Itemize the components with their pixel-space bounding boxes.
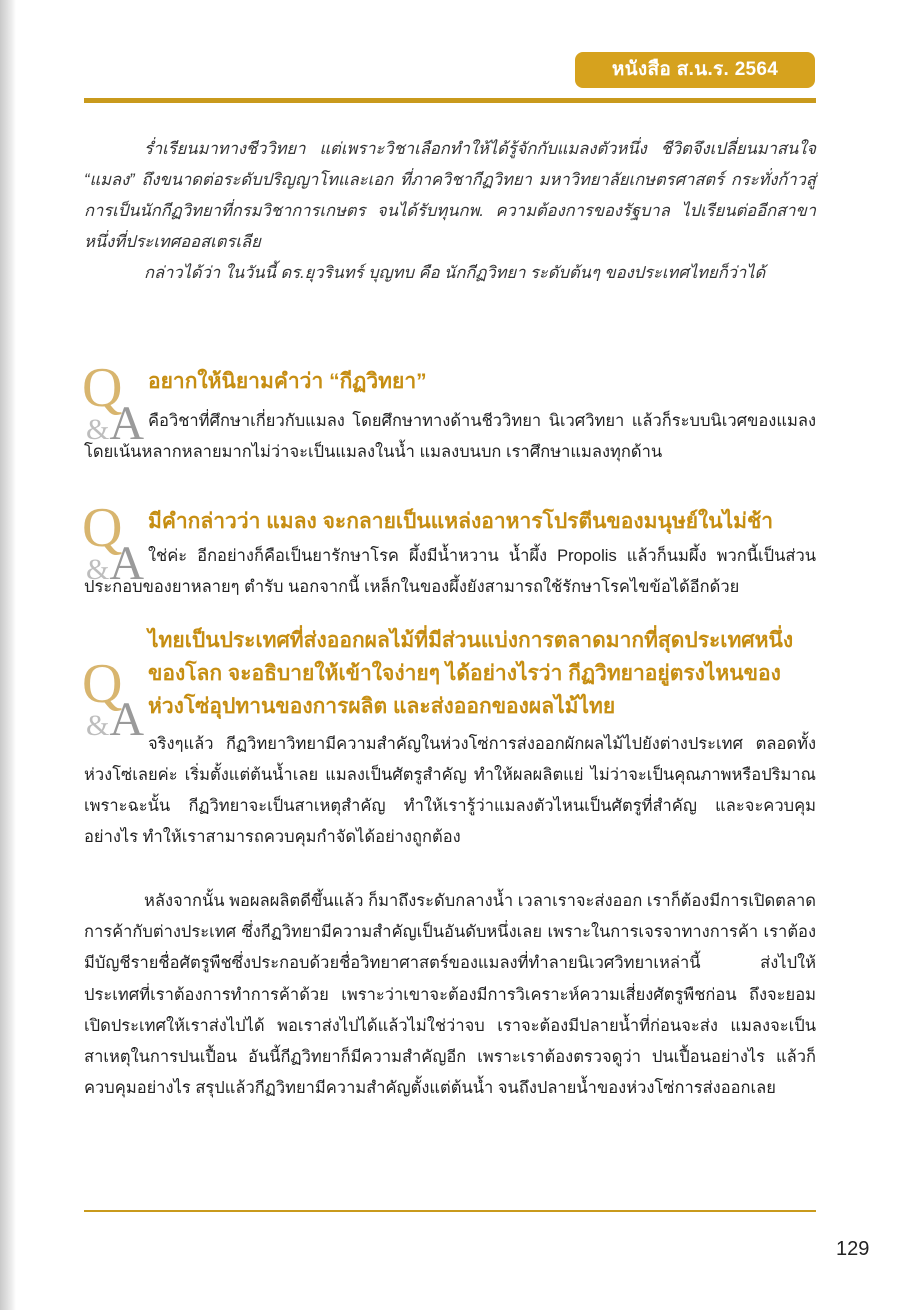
qa-answer-3: จริงๆแล้ว กีฏวิทยาวิทยามีความสำคัญในห่วงโซ่การส่งออกผักผลไม้ไปยังต่างประเทศ ตลอดทั้งห่วงโซ่เลยค่ะ เริ่มตั้งแต่ต้นน้ำเลย แมลงเป็นศัตรูสำคัญ ทำให้ผลผลิตแย่ ไม่ว่าจะเป็นคุณภาพหรือปริมาณ เพราะฉะนั้น กีฏวิทยาจะเป็นสาเหตุสำคัญ ทำให้เรารู้ว่าแมลงตัวไหนเป็นศัตรูที่สำคัญ และจะควบคุมอย่างไร ทำให้เราสามารถควบคุมกำจัดได้อย่างถูกต้อง bbox=[84, 735, 816, 846]
qa-block-3 bbox=[84, 624, 816, 853]
intro-paragraph-2: กล่าวได้ว่า ในวันนี้ ดร.ยุวรินทร์ บุญทบ คือ นักกีฏวิทยา ระดับต้นๆ ของประเทศไทยก็ว่าได้ bbox=[144, 264, 766, 282]
qa-question-3: ไทยเป็นประเทศที่ส่งออกผลไม้ที่มีส่วนแบ่งการตลาดมากที่สุดประเทศหนึ่งของโลก จะอธิบายให้เข้าใจง่ายๆ ได้อย่างไรว่า กีฏวิทยาอยู่ตรงไหนของห่วงโซ่อุปทานของการผลิต และส่งออกของผลไม้ไทย bbox=[148, 629, 794, 718]
book-spine-shadow bbox=[0, 0, 16, 1310]
page-number: 129 bbox=[836, 1238, 870, 1260]
qa-block-1 bbox=[82, 357, 816, 468]
qa-logo-icon: Q &A bbox=[82, 653, 145, 746]
qa-logo-icon: Q &A bbox=[82, 497, 145, 590]
intro-section bbox=[84, 134, 816, 289]
body-paragraph: หลังจากนั้น พอผลผลิตดีขึ้นแล้ว ก็มาถึงระดับกลางน้ำ เวลาเราจะส่งออก เราก็ต้องมีการเปิดตลาดการค้ากับต่างประเทศ ซึ่งกีฏวิทยามีความสำคัญเป็นอันดับหนึ่งเลย เพราะในการเจรจาทางการค้า เราต้องมีบัญชีรายชื่อศัตรูพืชซึ่งประกอบด้วยชื่อวิทยาศาสตร์ของแมลงที่ทำลายนิเวศวิทยาเหล่านี้ ส่งไปให้ประเทศที่เราต้องการทำการค้าด้วย เพราะว่าเขาจะต้องมีการวิเคราะห์ความเสี่ยงศัตรูพืชก่อน ถึงจะยอมเปิดประเทศให้เราส่งไปได้ พอเราส่งไปได้แล้วไม่ใช่ว่าจบ เราจะต้องมีปลายน้ำที่ก่อนจะส่ง แมลงจะเป็นสาเหตุในการปนเปื้อน อันนี้กีฏวิทยาก็มีความสำคัญอีก เพราะเราต้องตรวจดูว่า ปนเปื้อนอย่างไร แล้วก็ควบคุมอย่างไร สรุปแล้วกีฏวิทยามีความสำคัญตั้งแต่ต้นน้ำ จนถึงปลายน้ำของห่วงโซ่การส่งออกเลย bbox=[84, 892, 816, 1098]
qa-block-2 bbox=[82, 497, 816, 603]
header-divider bbox=[84, 98, 816, 103]
qa-question-2: มีคำกล่าวว่า แมลง จะกลายเป็นแหล่งอาหารโปรตีนของมนุษย์ในไม่ช้า bbox=[148, 510, 774, 533]
footer-divider bbox=[84, 1210, 816, 1212]
qa-answer-2: ใช่ค่ะ อีกอย่างก็คือเป็นยารักษาโรค ผึ้งมีน้ำหวาน น้ำผึ้ง Propolis แล้วก็นมผึ้ง พวกนี้เป็นส่วนประกอบของยาหลายๆ ตำรับ นอกจากนี้ เหล็กในของผึ้งยังสามารถใช้รักษาโรคไขข้อได้อีกด้วย bbox=[84, 547, 816, 596]
qa-answer-1: คือวิชาที่ศึกษาเกี่ยวกับแมลง โดยศึกษาทางด้านชีววิทยา นิเวศวิทยา แล้วก็ระบบนิเวศของแมลง โดยเน้นหลากหลายมากไม่ว่าจะเป็นแมลงในน้ำ แมลงบนบก เราศึกษาแมลงทุกด้าน bbox=[84, 412, 816, 461]
intro-paragraph-1: ร่ำเรียนมาทางชีววิทยา แต่เพราะวิชาเลือกทำให้ได้รู้จักกับแมลงตัวหนึ่ง ชีวิตจึงเปลี่ยนมาสนใจ “แมลง” ถึงขนาดต่อระดับปริญญาโทและเอก ที่ภาควิชากีฏวิทยา มหาวิทยาลัยเกษตรศาสตร์ กระทั่งก้าวสู่การเป็นนักกีฏวิทยาที่กรมวิชาการเกษตร จนได้รับทุนกพ. ความต้องการของรัฐบาล ไปเรียนต่ออีกสาขาหนึ่งที่ประเทศออสเตรเลีย bbox=[84, 140, 816, 251]
qa-question-1: อยากให้นิยามคำว่า “กีฏวิทยา” bbox=[148, 370, 427, 393]
header-badge bbox=[575, 52, 815, 88]
header-title: หนังสือ ส.น.ร. 2564 bbox=[611, 59, 779, 80]
qa-logo-icon: Q &A bbox=[82, 357, 145, 450]
